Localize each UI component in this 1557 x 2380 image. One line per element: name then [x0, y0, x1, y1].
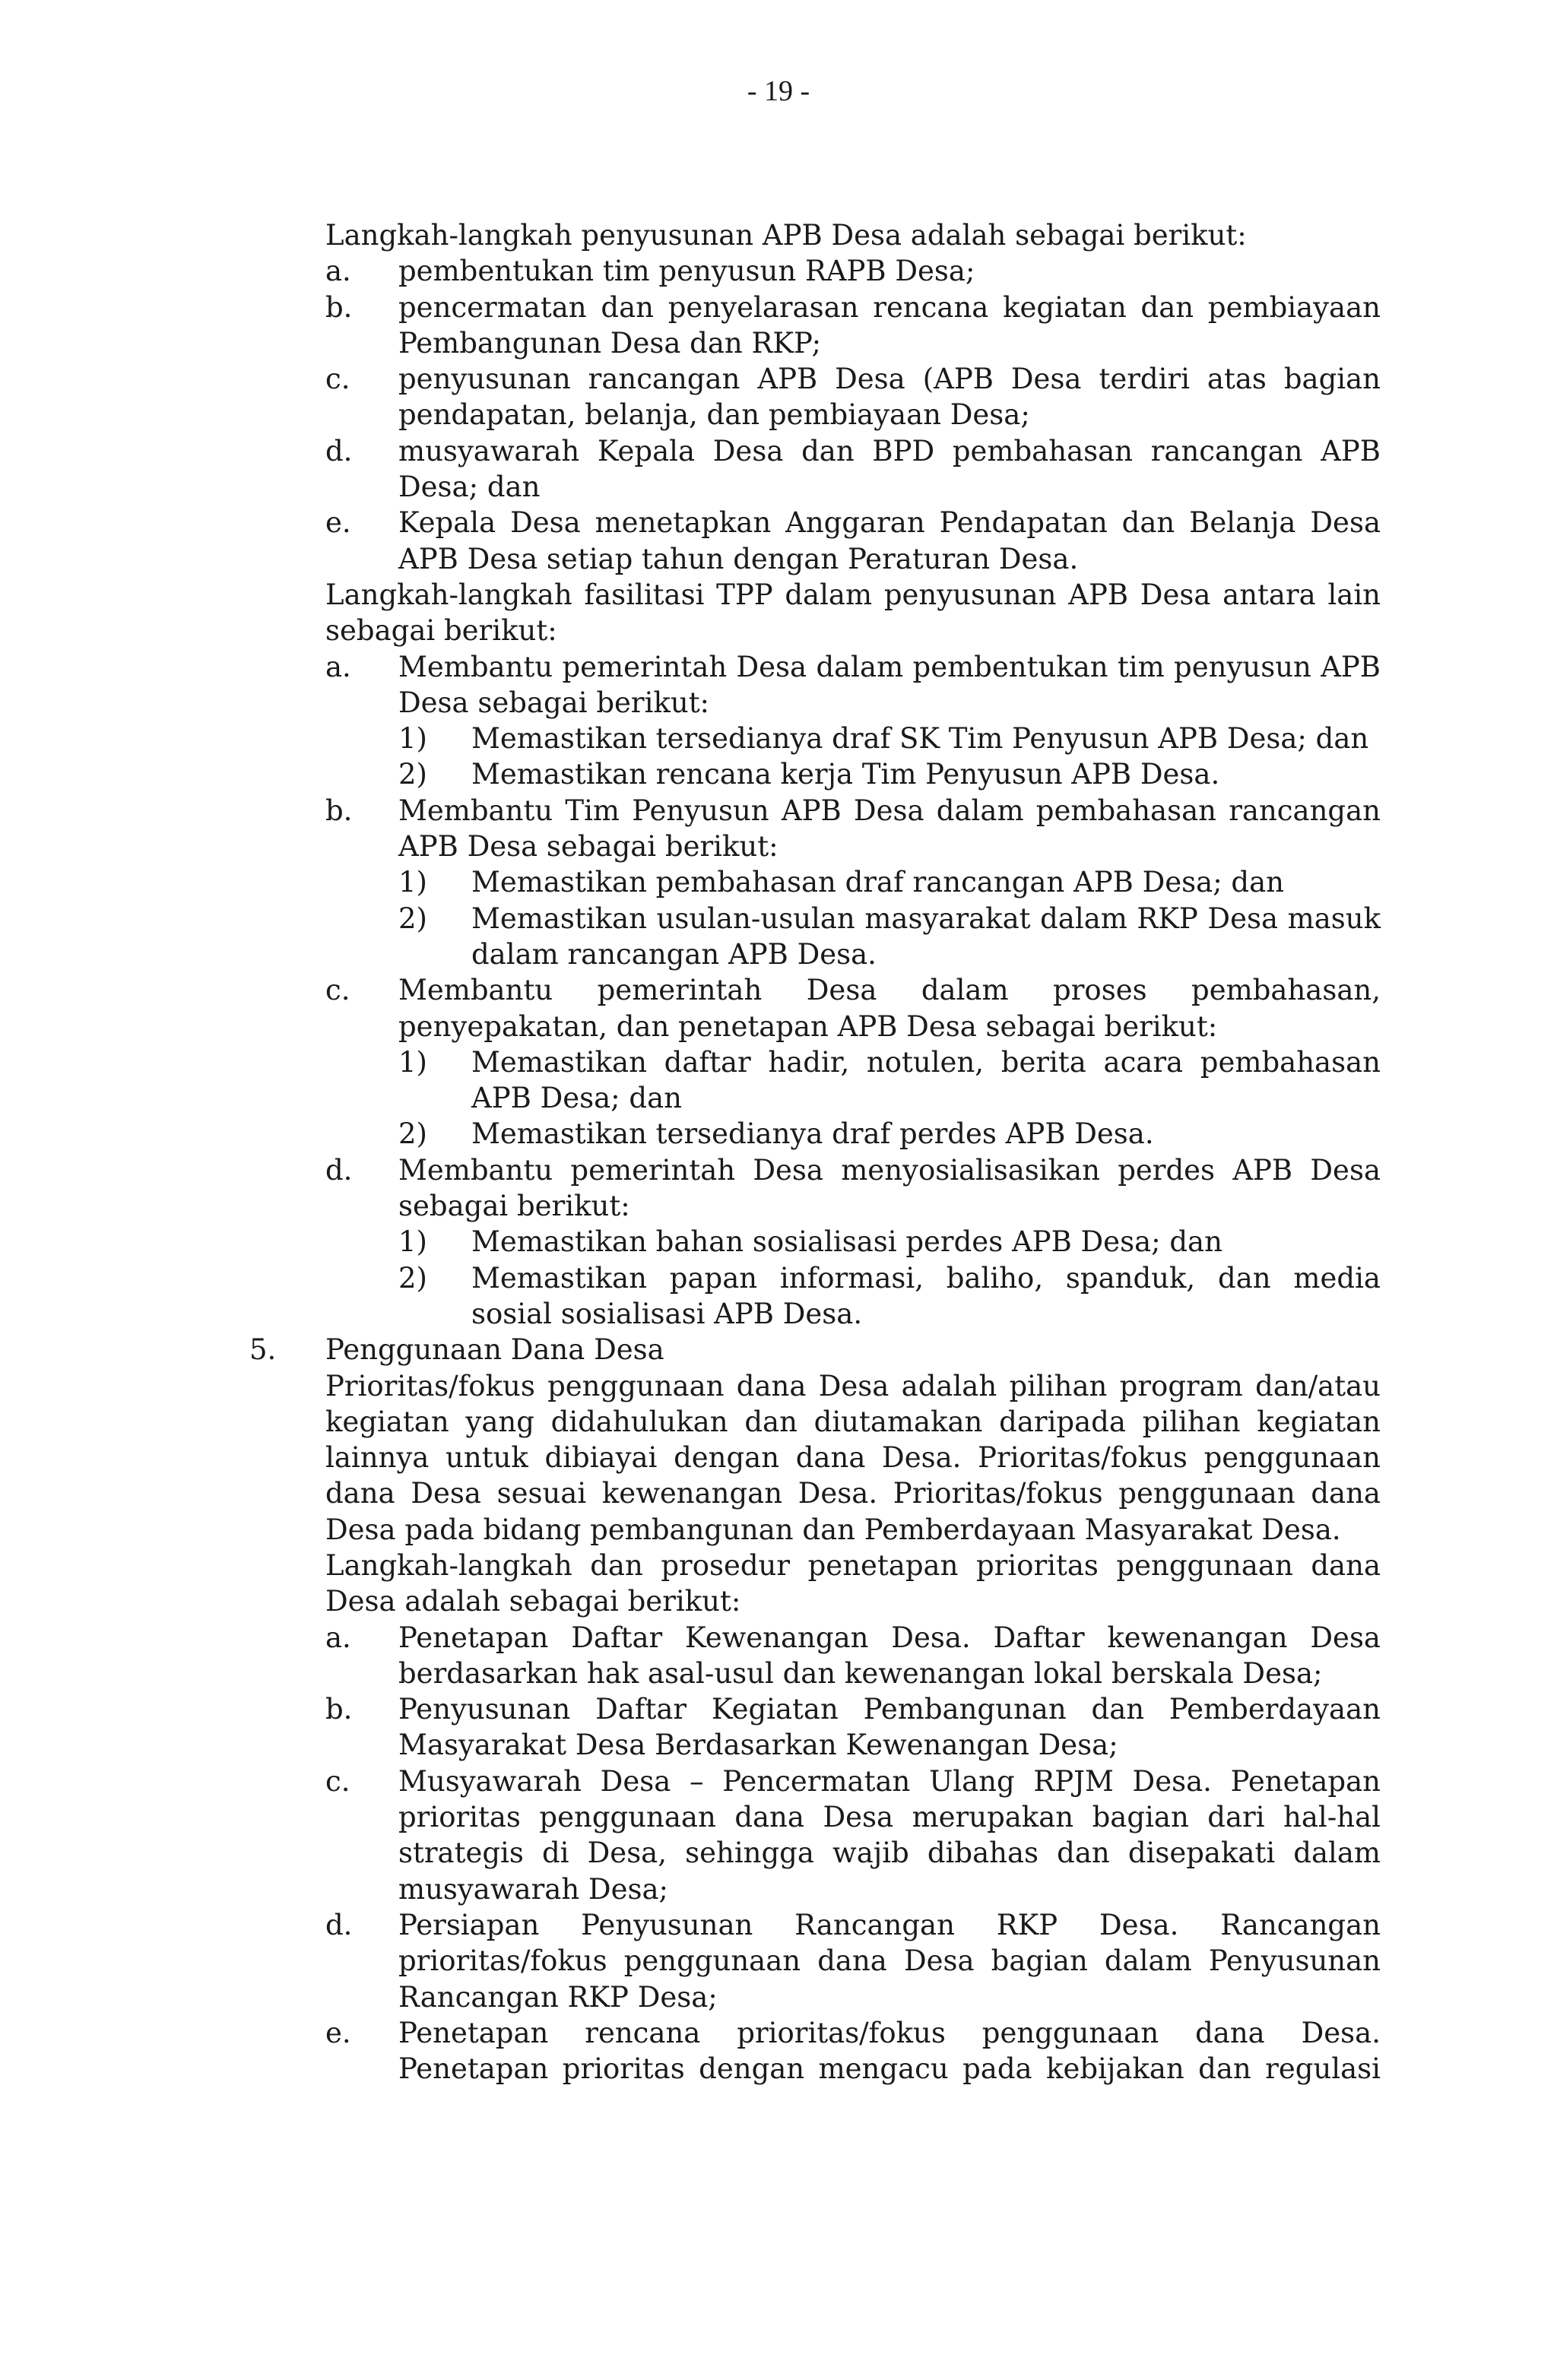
list-marker: c. — [325, 363, 350, 396]
sub-list-marker: 2) — [398, 902, 427, 935]
sub-list-marker: 1) — [398, 1225, 427, 1259]
sub-list-marker: 2) — [398, 1261, 427, 1295]
sub-list-item — [325, 864, 1381, 900]
list-item — [325, 290, 1381, 362]
list-marker: a. — [325, 650, 351, 683]
sub-list-item-text: Memastikan usulan-usulan masyarakat dalam RKP Desa masuk dalam rancangan APB Desa. — [471, 902, 1381, 971]
sub-list-item — [325, 756, 1381, 792]
sub-list-item — [325, 901, 1381, 973]
sub-list-item — [325, 721, 1381, 756]
list-marker: e. — [325, 506, 351, 540]
list-item-text: Penyusunan Daftar Kegiatan Pembangunan dan Pemberdayaan Masyarakat Desa Berdasarkan Kewenangan Desa; — [398, 1693, 1381, 1762]
list-marker: c. — [325, 974, 350, 1007]
list-item-text: pembentukan tim penyusun RAPB Desa; — [398, 255, 975, 288]
section-paragraph: Prioritas/fokus penggunaan dana Desa adalah pilihan program dan/atau kegiatan yang didahulukan dan diutamakan daripada pilihan kegiatan lainnya untuk dibiayai dengan dana Desa. Prioritas/fokus penggunaan dana Desa sesuai kewenangan Desa. Prioritas/fokus penggunaan dana Desa pada bidang pembangunan dan Pemberdayaan Masyarakat Desa. — [325, 1369, 1381, 1546]
list-item — [325, 649, 1381, 721]
list-item-text: Persiapan Penyusunan Rancangan RKP Desa. Rancangan prioritas/fokus penggunaan dana Desa bagian dalam Penyusunan Rancangan RKP Desa; — [398, 1908, 1381, 2014]
section-title: Penggunaan Dana Desa — [325, 1333, 664, 1367]
list-item-text: Membantu pemerintah Desa dalam pembentukan tim penyusun APB Desa sebagai berikut: — [398, 650, 1381, 719]
list-item — [325, 793, 1381, 865]
sub-list-item-text: Memastikan rencana kerja Tim Penyusun APB Desa. — [471, 758, 1220, 791]
sub-list-marker: 1) — [398, 722, 427, 756]
sub-list-item — [325, 1260, 1381, 1333]
sub-list-marker: 1) — [398, 1045, 427, 1079]
section-steps-intro: Langkah-langkah dan prosedur penetapan prioritas penggunaan dana Desa adalah sebagai berikut: — [325, 1548, 1381, 1618]
list-item — [325, 361, 1381, 433]
list-item — [325, 2015, 1381, 2087]
sub-list-item — [325, 1116, 1381, 1152]
list-marker: b. — [325, 1693, 353, 1726]
sub-list-marker: 1) — [398, 866, 427, 899]
list-item-text: musyawarah Kepala Desa dan BPD pembahasan rancangan APB Desa; dan — [398, 434, 1381, 504]
list-item-text: Membantu Tim Penyusun APB Desa dalam pembahasan rancangan APB Desa sebagai berikut: — [398, 794, 1381, 864]
document-body — [249, 217, 1381, 2087]
list-marker: a. — [325, 1621, 351, 1654]
list-item-text: Penetapan rencana prioritas/fokus penggunaan dana Desa. Penetapan prioritas dengan mengacu pada kebijakan dan regulasi — [398, 2016, 1381, 2086]
list-item — [325, 1764, 1381, 1907]
list-item-text: penyusunan rancangan APB Desa (APB Desa terdiri atas bagian pendapatan, belanja, dan pembiayaan Desa; — [398, 363, 1381, 432]
list-item — [325, 1691, 1381, 1764]
sub-list-item-text: Memastikan bahan sosialisasi perdes APB Desa; dan — [471, 1225, 1222, 1259]
sub-list-item — [325, 1044, 1381, 1117]
section-heading — [249, 1332, 1381, 1367]
list-marker: d. — [325, 434, 353, 467]
apb-steps-intro: Langkah-langkah penyusunan APB Desa adalah sebagai berikut: — [325, 219, 1247, 252]
sub-list-item — [325, 1224, 1381, 1260]
tpp-steps-intro: Langkah-langkah fasilitasi TPP dalam penyusunan APB Desa antara lain sebagai berikut: — [325, 578, 1381, 648]
section-number: 5. — [249, 1333, 277, 1367]
list-marker: d. — [325, 1908, 353, 1941]
sub-list-item-text: Memastikan pembahasan draf rancangan APB Desa; dan — [471, 866, 1285, 899]
list-marker: b. — [325, 290, 353, 324]
page-number: - 19 - — [747, 75, 810, 107]
list-item — [325, 1152, 1381, 1225]
list-item — [325, 1620, 1381, 1692]
list-marker: c. — [325, 1764, 350, 1798]
sub-list-item-text: Memastikan tersedianya draf perdes APB Desa. — [471, 1117, 1154, 1151]
sub-list-item-text: Memastikan daftar hadir, notulen, berita acara pembahasan APB Desa; dan — [471, 1045, 1381, 1115]
list-item-text: Kepala Desa menetapkan Anggaran Pendapatan dan Belanja Desa APB Desa setiap tahun dengan Peraturan Desa. — [398, 506, 1381, 575]
sub-list-item-text: Memastikan papan informasi, baliho, spanduk, dan media sosial sosialisasi APB Desa. — [471, 1261, 1381, 1330]
list-item-text: Musyawarah Desa – Pencermatan Ulang RPJM Desa. Penetapan prioritas penggunaan dana Desa merupakan bagian dari hal-hal strategis di Desa, sehingga wajib dibahas dan disepakati dalam musyawarah Desa; — [398, 1764, 1381, 1906]
list-item-text: Penetapan Daftar Kewenangan Desa. Daftar kewenangan Desa berdasarkan hak asal-usul dan kewenangan lokal berskala Desa; — [398, 1621, 1381, 1690]
list-marker: a. — [325, 255, 351, 288]
list-marker: b. — [325, 794, 353, 827]
list-item — [325, 972, 1381, 1044]
list-marker: e. — [325, 2016, 351, 2049]
list-item-text: pencermatan dan penyelarasan rencana kegiatan dan pembiayaan Pembangunan Desa dan RKP; — [398, 290, 1381, 360]
sub-list-item-text: Memastikan tersedianya draf SK Tim Penyusun APB Desa; dan — [471, 722, 1369, 756]
list-item — [325, 1907, 1381, 2015]
list-item — [325, 433, 1381, 505]
list-item-text: Membantu pemerintah Desa menyosialisasikan perdes APB Desa sebagai berikut: — [398, 1153, 1381, 1223]
sub-list-marker: 2) — [398, 758, 427, 791]
list-marker: d. — [325, 1153, 353, 1187]
list-item — [325, 253, 1381, 289]
list-item — [325, 505, 1381, 577]
sub-list-marker: 2) — [398, 1117, 427, 1151]
list-item-text: Membantu pemerintah Desa dalam proses pembahasan, penyepakatan, dan penetapan APB Desa sebagai berikut: — [398, 974, 1381, 1043]
